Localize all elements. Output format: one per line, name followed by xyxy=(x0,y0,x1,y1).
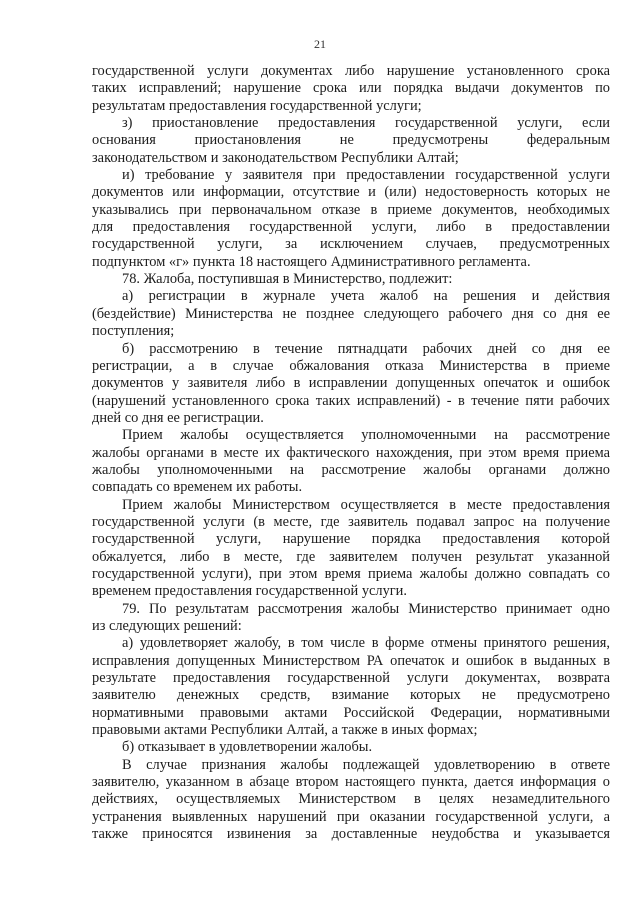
text-line: дней со дня ее регистрации. xyxy=(92,409,264,426)
text-line: документов или информации, отсутствие и (или) недостоверность которых не xyxy=(92,184,610,201)
text-line: государственной услуги (в месте, где заявитель подавал запрос на получение xyxy=(92,513,610,530)
text-line: (нарушений установленного срока таких исправлений) - в течение пяти рабочих xyxy=(92,392,610,409)
text-line: б) рассмотрению в течение пятнадцати рабочих дней со дня ее xyxy=(122,340,610,357)
text-line: результатам предоставления государственной услуги; xyxy=(92,97,422,114)
text-line: правовыми актами Республики Алтай, а также в иных формах; xyxy=(92,722,478,739)
text-line: законодательством и законодательством Республики Алтай; xyxy=(92,149,459,166)
text-line: совпадать со временем их работы. xyxy=(92,479,303,496)
text-line: устранения выявленных нарушений при оказании государственной услуги, а xyxy=(92,808,610,825)
text-line: жалобы органами в месте их фактического нахождения, при этом время приема xyxy=(92,444,610,461)
text-line: из следующих решений: xyxy=(92,618,242,634)
text-line: временем предоставления государственной услуги. xyxy=(92,583,407,600)
text-line: заявителю, указанном в абзаце втором настоящего пункта, дается информация о xyxy=(92,774,610,791)
text-line: также приносятся извинения за доставленные неудобства и указывается xyxy=(92,826,610,843)
text-line: подпунктом «г» пункта 18 настоящего Административного регламента. xyxy=(92,253,531,270)
text-line: жалобы уполномоченными на рассмотрение жалобы органами должно xyxy=(92,461,610,478)
text-line: таких исправлений; нарушение срока или порядка выдачи документов по xyxy=(92,80,610,97)
text-line: указывались при первоначальном отказе в приеме документов, необходимых xyxy=(92,201,610,218)
text-line: государственной услуги документах либо нарушение установленного срока xyxy=(92,63,610,79)
text-line: (бездействие) Министерства не позднее следующего рабочего дня со дня ее xyxy=(92,305,610,322)
text-line: а) регистрации в журнале учета жалоб на решения и действия xyxy=(122,288,610,305)
text-line: действиях, осуществляемых Министерством в целях незамедлительного xyxy=(92,791,610,808)
text-line: регистрации, а в случае обжалования отказа Министерства в приеме xyxy=(92,357,610,374)
text-line: государственной услуги, нарушение порядка предоставления которой xyxy=(92,531,610,548)
text-line: заявителю денежных средств, взимание которых не предусмотрено xyxy=(92,687,610,704)
text-line: Прием жалобы осуществляется уполномоченными на рассмотрение xyxy=(122,427,610,444)
text-line: нормативными правовыми актами Российской Федерации, нормативными xyxy=(92,704,610,721)
text-line: результате предоставления государственной услуги документах, возврата xyxy=(92,670,610,687)
text-line: б) отказывает в удовлетворении жалобы. xyxy=(122,739,373,756)
text-line: Прием жалобы Министерством осуществляется в месте предоставления xyxy=(122,496,610,513)
text-line: поступления; xyxy=(92,323,175,340)
text-line: В случае признания жалобы подлежащей удовлетворению в ответе xyxy=(122,756,610,773)
text-line: и) требование у заявителя при предоставлении государственной услуги xyxy=(122,167,610,184)
text-line: исправления допущенных Министерством РА опечаток и ошибок в выданных в xyxy=(92,652,610,669)
page-number: 21 xyxy=(314,37,326,51)
text-line: а) удовлетворяет жалобу, в том числе в форме отмены принятого решения, xyxy=(122,635,610,652)
text-line: государственной услуги), при этом время приема жалобы должно совпадать со xyxy=(92,565,610,582)
text-line: 78. Жалоба, поступившая в Министерство, подлежит: xyxy=(122,271,453,288)
text-line: основания приостановления не предусмотрены федеральным xyxy=(92,132,610,149)
text-line: з) приостановление предоставления государственной услуги, если xyxy=(122,115,610,132)
document-body xyxy=(92,63,610,843)
text-line: 79. По результатам рассмотрения жалобы Министерство принимает одно xyxy=(122,600,610,617)
text-line: обжалуется, либо в месте, где заявителем получен результат указанной xyxy=(92,548,610,565)
text-line: документов у заявителя либо в исправлении допущенных опечаток и ошибок xyxy=(92,375,610,392)
text-line: для предоставления государственной услуги, либо в предоставлении xyxy=(92,219,610,236)
text-line: государственной услуги, за исключением случаев, предусмотренных xyxy=(92,236,610,253)
